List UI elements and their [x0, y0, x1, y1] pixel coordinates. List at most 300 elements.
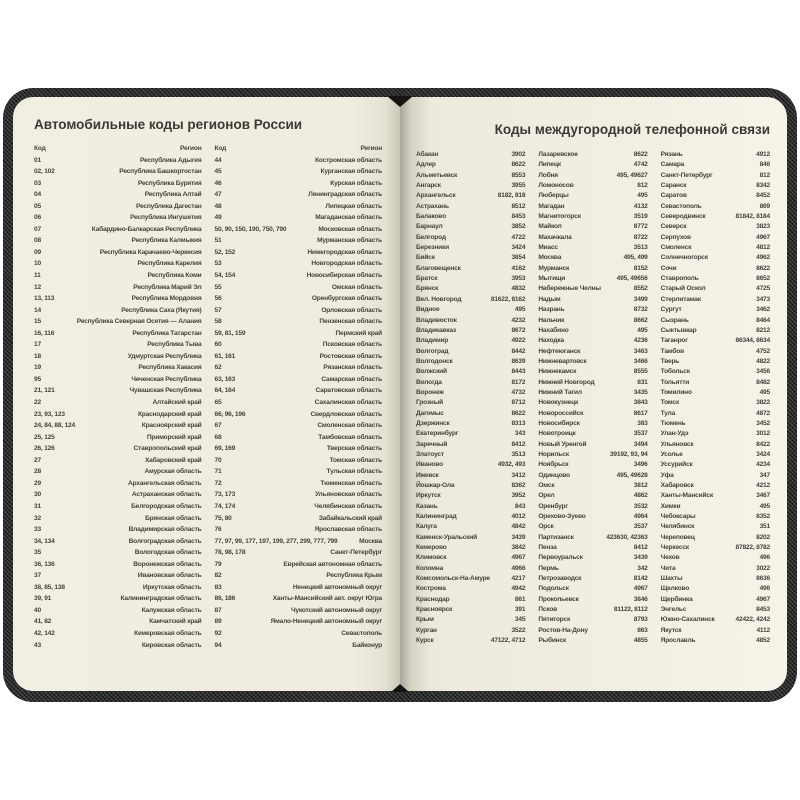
phone-code-row — [538, 502, 647, 512]
phone-code: 495, 49627 — [616, 171, 648, 179]
region-code-row — [34, 270, 202, 282]
phone-code-row — [538, 378, 647, 388]
phone-code: 3955 — [511, 182, 526, 190]
phone-code-row — [661, 502, 770, 512]
region-name: Липецкая область — [325, 202, 382, 210]
city-name: Тамбов — [660, 347, 684, 355]
phone-code-row — [661, 543, 770, 553]
region-code-row — [34, 351, 202, 363]
city-name: Красноярск — [416, 606, 453, 614]
region-code-row — [215, 166, 383, 178]
phone-code: 351 — [759, 523, 770, 531]
city-name: Томилино — [660, 388, 692, 396]
phone-code-row — [661, 409, 770, 419]
region-name: Томская область — [329, 456, 382, 464]
region-name: Республика Карелия — [137, 260, 202, 268]
phone-code-row — [538, 471, 647, 481]
city-name: Нефтеюганск — [538, 347, 581, 355]
phone-code: 8412 — [511, 440, 526, 448]
region-name: Краснодарский край — [137, 410, 202, 418]
city-name: Щербинка — [660, 595, 693, 603]
phone-code: 4722 — [511, 233, 526, 241]
city-name: Серпухов — [660, 233, 691, 241]
phone-code-row — [538, 626, 647, 636]
region-code: 70 — [214, 456, 222, 464]
region-code-row — [215, 513, 383, 525]
phone-code-row — [661, 512, 770, 522]
region-code: 57 — [214, 306, 222, 314]
region-code-row — [215, 455, 383, 467]
city-name: Комсомольск-На-Амуре — [416, 575, 490, 583]
region-code: 12 — [34, 283, 41, 291]
city-name: Ноябрьск — [538, 461, 569, 469]
city-name: Волжский — [416, 368, 447, 376]
phone-codes-column-3 — [661, 150, 770, 647]
phone-code: 8722 — [633, 233, 648, 241]
region-name: Забайкальский край — [318, 514, 382, 522]
region-name: Республика Татарстан — [132, 329, 202, 337]
phone-code: 4967 — [633, 585, 648, 593]
city-name: Химки — [660, 502, 681, 510]
city-name: Петрозаводск — [538, 575, 582, 583]
phone-code-row — [416, 243, 525, 253]
region-code: 18 — [34, 352, 41, 360]
region-code: 24, 84, 88, 124 — [34, 422, 75, 430]
region-code-row — [215, 224, 383, 236]
region-name: Республика Саха (Якутия) — [121, 306, 202, 314]
region-code-row — [215, 258, 383, 270]
region-code: 16, 116 — [34, 329, 55, 337]
phone-code-row — [538, 512, 647, 522]
region-codes-column-2 — [215, 143, 383, 651]
region-name: Воронежская область — [133, 560, 202, 568]
column-header-row — [215, 143, 383, 155]
city-name: Москва — [538, 254, 562, 262]
phone-code-row — [538, 233, 647, 243]
city-name: Улан-Удэ — [660, 430, 689, 438]
region-name: Чувашская Республика — [129, 387, 202, 395]
city-name: Люберцы — [538, 192, 569, 200]
phone-code-row — [416, 347, 525, 357]
city-name: Братск — [416, 275, 438, 283]
region-code-row — [215, 397, 383, 409]
region-name: Московская область — [318, 225, 382, 233]
phone-code: 8452 — [756, 192, 770, 200]
region-code: 62 — [214, 364, 222, 372]
region-name: Новгородская область — [311, 260, 382, 268]
region-code-row — [215, 489, 383, 501]
region-code-row — [34, 282, 202, 294]
city-name: Уфа — [660, 471, 674, 479]
city-name: Якутск — [660, 626, 682, 634]
region-code: 25, 125 — [34, 433, 55, 441]
phone-code-row — [416, 450, 525, 460]
region-code-row — [215, 328, 383, 340]
city-name: Иркутск — [416, 492, 441, 500]
region-name: Республика Крым — [326, 572, 382, 580]
phone-code: 4832 — [511, 285, 526, 293]
region-code: 94 — [214, 641, 222, 649]
region-name: Пензенская область — [319, 318, 382, 326]
region-name: Ханты-Мансийский авт. округ Югра — [272, 595, 382, 603]
city-name: Волгоград — [416, 347, 449, 355]
phone-code: 4912 — [756, 151, 770, 158]
phone-code: 3854 — [511, 254, 526, 262]
phone-code: 495 — [637, 192, 648, 200]
region-code-row — [34, 559, 202, 571]
region-code: 89 — [214, 618, 222, 626]
phone-code-row — [661, 316, 770, 326]
phone-code-row — [416, 564, 525, 574]
city-name: Орск — [538, 523, 554, 531]
region-name: Архангельская область — [127, 479, 202, 487]
phone-code: 495, 49656 — [616, 275, 648, 283]
region-name: Владимирская область — [128, 526, 202, 534]
region-code: 42, 142 — [34, 629, 55, 637]
region-code-row — [215, 270, 383, 282]
region-code: 05 — [34, 202, 41, 210]
phone-code-row — [416, 202, 525, 212]
phone-code: 383 — [637, 419, 648, 427]
city-name: Казань — [416, 502, 438, 510]
phone-code: 4855 — [633, 637, 648, 645]
region-header: Регион — [360, 145, 382, 152]
region-code-row — [34, 501, 202, 513]
city-name: Санкт-Петербург — [660, 171, 713, 179]
region-name: Рязанская область — [323, 364, 382, 372]
phone-code: 423630, 42363 — [606, 533, 648, 541]
phone-code-row — [661, 181, 770, 191]
region-code-row — [34, 235, 202, 247]
code-header: Код — [214, 145, 227, 152]
city-name: Климовск — [416, 554, 447, 562]
city-name: Новотроицк — [538, 430, 576, 438]
region-code-row — [34, 570, 202, 582]
city-name: Тверь — [660, 357, 680, 365]
notebook-pages — [13, 97, 787, 691]
region-code: 49 — [214, 214, 222, 222]
region-name: Новосибирская область — [306, 272, 382, 280]
city-name: Владивосток — [416, 316, 457, 324]
region-code-row — [215, 524, 383, 536]
city-name: Липецк — [538, 161, 561, 169]
phone-code: 4872 — [756, 409, 770, 417]
region-code: 56 — [214, 295, 222, 303]
phone-code-row — [538, 243, 647, 253]
phone-code: 8202 — [756, 533, 770, 541]
region-code-row — [34, 178, 202, 190]
city-name: Уссурийск — [660, 461, 693, 469]
phone-code-row — [661, 295, 770, 305]
city-name: Бийск — [416, 254, 435, 262]
phone-code-row — [416, 553, 525, 563]
region-name: Кабардино-Балкарская Республика — [91, 225, 202, 233]
region-code: 52, 152 — [214, 248, 236, 256]
phone-code-row — [661, 615, 770, 625]
region-code-row — [215, 316, 383, 328]
region-code-row — [34, 224, 202, 236]
phone-code: 3439 — [511, 533, 526, 541]
city-name: Новосибирск — [538, 419, 580, 427]
phone-code-row — [661, 305, 770, 315]
phone-code: 4725 — [756, 285, 770, 293]
region-code-row — [215, 178, 383, 190]
phone-code-row — [661, 326, 770, 336]
city-name: Черкесск — [660, 544, 689, 552]
notebook-cover — [3, 88, 797, 702]
phone-code: 47122, 4712 — [490, 637, 526, 645]
phone-code: 3532 — [633, 502, 648, 510]
city-name: Благовещенск — [416, 264, 461, 272]
phone-code-row — [661, 574, 770, 584]
phone-code-row — [416, 150, 525, 160]
city-name: Курган — [416, 626, 437, 634]
phone-code-row — [416, 191, 525, 201]
phone-code-row — [416, 481, 525, 491]
region-name: Омская область — [331, 283, 382, 291]
phone-code-row — [416, 171, 525, 181]
phone-code: 8172 — [511, 378, 526, 386]
right-page — [400, 97, 787, 691]
phone-code: 3823 — [756, 223, 770, 231]
region-name: Республика Алтай — [144, 191, 202, 199]
city-name: Новокузнецк — [538, 399, 579, 407]
region-code: 87 — [214, 606, 222, 614]
city-name: Магадан — [538, 202, 565, 210]
region-name: Оренбургская область — [311, 295, 382, 303]
region-code-row — [215, 362, 383, 374]
city-name: Оренбург — [538, 502, 568, 510]
city-name: Вологда — [416, 378, 442, 386]
region-code: 22 — [34, 399, 41, 407]
region-code: 76 — [214, 526, 222, 534]
phone-code-row — [416, 502, 525, 512]
city-name: Орехово-Зуево — [538, 513, 586, 521]
phone-code-row — [538, 357, 647, 367]
phone-code: 3952 — [511, 492, 526, 500]
phone-code-row — [416, 181, 525, 191]
phone-code: 4217 — [511, 575, 526, 583]
region-name: Свердловская область — [310, 410, 382, 418]
region-name: Республика Адыгея — [139, 156, 202, 164]
region-name: Алтайский край — [152, 399, 202, 407]
region-code: 77, 97, 99, 177, 197, 199, 277, 299, 777, 799 — [214, 537, 338, 545]
city-name: Чебоксары — [660, 513, 696, 521]
region-name: Республика Дагестан — [135, 202, 202, 210]
phone-code: 8636 — [756, 575, 770, 583]
region-code: 79 — [214, 560, 222, 568]
region-name: Чеченская Республика — [131, 375, 202, 383]
left-page — [13, 97, 400, 691]
region-code-row — [34, 593, 202, 605]
phone-code: 3846 — [633, 595, 648, 603]
region-code: 78, 98, 178 — [214, 549, 246, 557]
city-name: Ярославль — [660, 637, 696, 645]
phone-code: 8652 — [756, 275, 770, 283]
phone-code: 347 — [759, 471, 770, 479]
region-name: Смоленская область — [317, 422, 382, 430]
region-code: 58 — [214, 318, 222, 326]
region-code-row — [215, 155, 383, 167]
phone-code-row — [416, 636, 525, 646]
region-name: Еврейская автономная область — [283, 560, 382, 568]
phone-code: 8313 — [511, 419, 526, 427]
phone-code: 4234 — [756, 461, 770, 469]
region-code: 75, 80 — [214, 514, 232, 522]
region-name: Республика Мордовия — [131, 295, 202, 303]
region-code: 48 — [214, 202, 222, 210]
spine-notch-top — [387, 96, 413, 107]
region-code: 64, 164 — [214, 387, 236, 395]
region-code-row — [215, 189, 383, 201]
phone-code-row — [538, 388, 647, 398]
city-name: Мурманск — [538, 264, 570, 272]
phone-code-row — [661, 491, 770, 501]
region-code: 28 — [34, 468, 41, 476]
phone-code-row — [538, 326, 647, 336]
phone-code-row — [661, 626, 770, 636]
phone-code: 4212 — [756, 482, 770, 489]
region-code: 46 — [214, 179, 222, 187]
phone-code: 8622 — [511, 161, 526, 169]
phone-code: 81122, 8112 — [613, 606, 648, 614]
region-name: Республика Карачаево-Черкесия — [99, 248, 202, 256]
region-code-row — [215, 247, 383, 259]
city-name: Дагомыс — [416, 409, 444, 417]
phone-code-row — [661, 481, 770, 491]
region-code: 39, 91 — [34, 595, 52, 603]
city-name: Мытищи — [538, 275, 566, 283]
phone-code-row — [661, 522, 770, 532]
city-name: Тюмень — [660, 419, 686, 427]
phone-code: 342 — [637, 564, 648, 572]
region-code-row — [34, 443, 202, 455]
city-name: Энгельс — [660, 606, 687, 614]
city-name: Лобня — [538, 171, 558, 179]
city-name: Ставрополь — [660, 275, 699, 283]
region-code-row — [34, 524, 202, 536]
phone-code: 4967 — [511, 554, 526, 562]
region-name: Псковская область — [322, 341, 382, 349]
phone-code-row — [538, 253, 647, 263]
phone-code-row — [416, 160, 525, 170]
phone-code-row — [661, 553, 770, 563]
phone-code: 8212 — [756, 326, 770, 334]
city-name: Солнечногорск — [660, 254, 708, 262]
phone-code: 4967 — [756, 233, 770, 241]
phone-code-row — [538, 222, 647, 232]
region-code: 38, 85, 138 — [34, 583, 65, 591]
region-code-row — [34, 605, 202, 617]
phone-code: 3494 — [633, 440, 648, 448]
city-name: Махачкала — [538, 233, 572, 241]
region-code: 07 — [34, 225, 41, 233]
phone-code: 4732 — [511, 388, 526, 396]
city-name: Краснодар — [416, 595, 450, 603]
city-name: Пермь — [538, 564, 559, 572]
phone-code: 8662 — [633, 316, 648, 324]
region-code-row — [34, 293, 202, 305]
phone-code: 8142 — [633, 575, 648, 583]
phone-code: 3842 — [511, 544, 526, 552]
region-code-row — [215, 339, 383, 351]
region-code-row — [34, 166, 202, 178]
region-code: 72 — [214, 479, 222, 487]
phone-code: 87822, 8782 — [735, 544, 770, 552]
city-name: Ломоносов — [538, 182, 574, 190]
region-code-row — [34, 247, 202, 259]
region-code-row — [34, 212, 202, 224]
region-name: Байконур — [352, 641, 382, 649]
region-code: 03 — [34, 179, 41, 187]
phone-code-row — [416, 284, 525, 294]
region-code-row — [215, 478, 383, 490]
phone-code-row — [416, 367, 525, 377]
region-name: Республика Северная Осетия — Алания — [76, 318, 202, 326]
region-code-row — [215, 351, 383, 363]
phone-code-row — [416, 419, 525, 429]
phone-code-row — [661, 150, 770, 160]
region-code: 67 — [214, 422, 222, 430]
city-name: Майкоп — [538, 223, 562, 231]
city-name: Саранск — [660, 182, 687, 190]
region-code: 43 — [34, 641, 41, 649]
region-code: 23, 93, 123 — [34, 410, 65, 418]
phone-code-row — [538, 202, 647, 212]
city-name: Крым — [416, 616, 434, 624]
phone-code-row — [538, 336, 647, 346]
phone-code-row — [661, 253, 770, 263]
city-name: Заречный — [416, 440, 448, 448]
region-name: Амурская область — [144, 468, 202, 476]
phone-code: 8362 — [511, 482, 526, 489]
phone-code: 3439 — [633, 554, 648, 562]
phone-code-row — [661, 243, 770, 253]
phone-code: 3852 — [511, 223, 526, 231]
phone-code: 8712 — [511, 399, 526, 407]
region-code-row — [215, 409, 383, 421]
phone-code: 8512 — [511, 202, 526, 210]
region-name: Сахалинская область — [314, 399, 382, 407]
region-code: 50, 90, 150, 190, 750, 790 — [214, 225, 287, 233]
phone-code: 4922 — [511, 337, 526, 345]
city-name: Старый Оскол — [660, 285, 706, 293]
region-code: 21, 121 — [34, 387, 55, 395]
phone-code-row — [538, 450, 647, 460]
phone-code-list — [538, 150, 647, 647]
phone-code: 8622 — [511, 409, 526, 417]
phone-code-row — [416, 595, 525, 605]
city-name: Смоленск — [660, 244, 692, 252]
city-name: Набережные Челны — [538, 285, 601, 293]
phone-code-row — [538, 150, 647, 160]
phone-code: 3467 — [756, 492, 770, 500]
region-code: 71 — [214, 468, 222, 476]
region-codes-column-1 — [34, 143, 202, 651]
region-code-row — [34, 385, 202, 397]
phone-code: 846 — [759, 161, 770, 169]
region-name: Камчатский край — [149, 618, 202, 626]
phone-code-row — [661, 212, 770, 222]
city-name: Брянск — [416, 285, 439, 293]
region-code-row — [34, 513, 202, 525]
phone-code: 8464 — [756, 316, 770, 324]
phone-code-row — [661, 605, 770, 615]
city-name: Самара — [660, 161, 685, 169]
region-code: 37 — [34, 572, 41, 580]
region-code-row — [34, 640, 202, 652]
city-name: Чита — [660, 564, 676, 572]
